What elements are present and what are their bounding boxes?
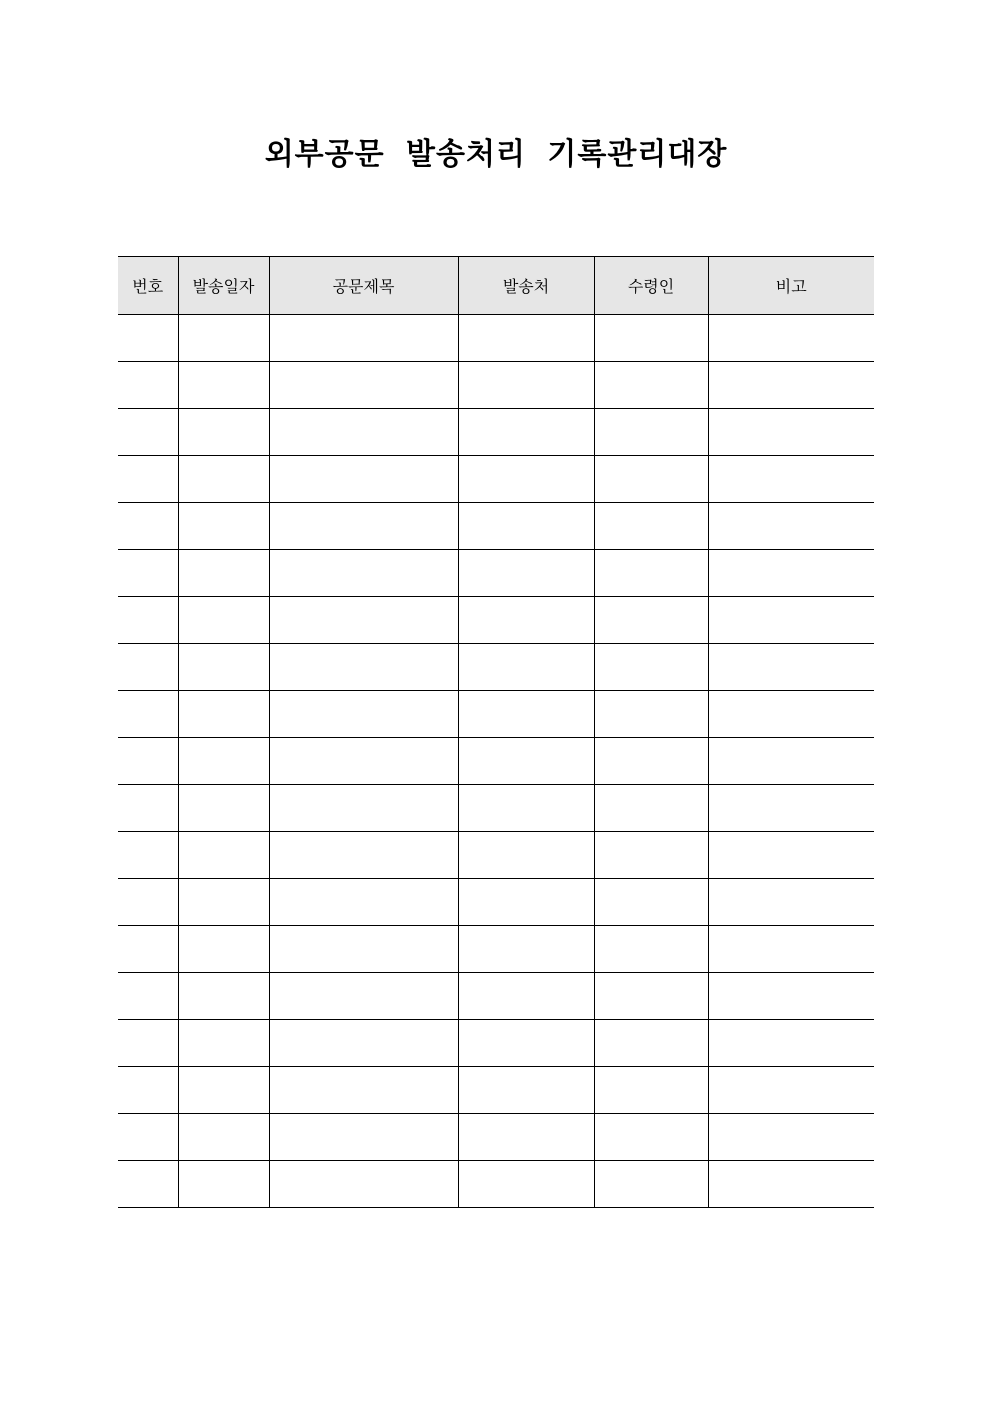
cell-document-title[interactable] (269, 926, 458, 973)
cell-document-title[interactable] (269, 362, 458, 409)
cell-destination[interactable] (458, 550, 594, 597)
table-row (118, 832, 874, 879)
cell-number[interactable] (118, 1114, 178, 1161)
cell-recipient[interactable] (594, 926, 708, 973)
cell-number[interactable] (118, 1161, 178, 1208)
table-row (118, 785, 874, 832)
table-row (118, 879, 874, 926)
cell-remarks[interactable] (708, 738, 874, 785)
cell-send-date[interactable] (178, 409, 269, 456)
cell-send-date[interactable] (178, 597, 269, 644)
cell-destination[interactable] (458, 738, 594, 785)
cell-destination[interactable] (458, 785, 594, 832)
header-number: 번호 (118, 257, 178, 315)
table-row (118, 1114, 874, 1161)
cell-recipient[interactable] (594, 1161, 708, 1208)
cell-recipient[interactable] (594, 785, 708, 832)
table-row (118, 597, 874, 644)
cell-document-title[interactable] (269, 315, 458, 362)
cell-document-title[interactable] (269, 550, 458, 597)
header-send-date: 발송일자 (178, 257, 269, 315)
cell-send-date[interactable] (178, 926, 269, 973)
table-row (118, 362, 874, 409)
table-row (118, 1161, 874, 1208)
cell-destination[interactable] (458, 1020, 594, 1067)
cell-number[interactable] (118, 409, 178, 456)
cell-recipient[interactable] (594, 362, 708, 409)
cell-remarks[interactable] (708, 362, 874, 409)
document-title: 외부공문 발송처리 기록관리대장 (264, 137, 728, 172)
cell-recipient[interactable] (594, 738, 708, 785)
cell-number[interactable] (118, 597, 178, 644)
cell-remarks[interactable] (708, 691, 874, 738)
cell-document-title[interactable] (269, 832, 458, 879)
cell-recipient[interactable] (594, 409, 708, 456)
cell-number[interactable] (118, 926, 178, 973)
cell-recipient[interactable] (594, 1067, 708, 1114)
cell-number[interactable] (118, 1067, 178, 1114)
cell-remarks[interactable] (708, 1067, 874, 1114)
cell-number[interactable] (118, 785, 178, 832)
cell-send-date[interactable] (178, 691, 269, 738)
cell-recipient[interactable] (594, 597, 708, 644)
cell-send-date[interactable] (178, 738, 269, 785)
table-row (118, 409, 874, 456)
cell-send-date[interactable] (178, 1161, 269, 1208)
header-row (118, 257, 874, 315)
cell-number[interactable] (118, 550, 178, 597)
cell-send-date[interactable] (178, 785, 269, 832)
cell-number[interactable] (118, 832, 178, 879)
cell-recipient[interactable] (594, 832, 708, 879)
cell-destination[interactable] (458, 879, 594, 926)
cell-document-title[interactable] (269, 1067, 458, 1114)
cell-remarks[interactable] (708, 785, 874, 832)
cell-document-title[interactable] (269, 597, 458, 644)
header-document-title: 공문제목 (269, 257, 458, 315)
cell-number[interactable] (118, 691, 178, 738)
cell-send-date[interactable] (178, 1114, 269, 1161)
cell-remarks[interactable] (708, 879, 874, 926)
table-row (118, 738, 874, 785)
cell-remarks[interactable] (708, 644, 874, 691)
cell-send-date[interactable] (178, 644, 269, 691)
cell-recipient[interactable] (594, 503, 708, 550)
cell-send-date[interactable] (178, 1020, 269, 1067)
table-row (118, 550, 874, 597)
cell-recipient[interactable] (594, 1020, 708, 1067)
cell-remarks[interactable] (708, 597, 874, 644)
table-row (118, 1067, 874, 1114)
cell-destination[interactable] (458, 315, 594, 362)
cell-document-title[interactable] (269, 503, 458, 550)
cell-recipient[interactable] (594, 315, 708, 362)
cell-document-title[interactable] (269, 1161, 458, 1208)
table-row (118, 315, 874, 362)
dispatch-register-table (118, 256, 874, 1208)
table-row (118, 1020, 874, 1067)
cell-document-title[interactable] (269, 879, 458, 926)
cell-destination[interactable] (458, 1067, 594, 1114)
table-row (118, 644, 874, 691)
cell-remarks[interactable] (708, 1114, 874, 1161)
cell-recipient[interactable] (594, 973, 708, 1020)
cell-document-title[interactable] (269, 973, 458, 1020)
cell-send-date[interactable] (178, 973, 269, 1020)
cell-send-date[interactable] (178, 315, 269, 362)
table-row (118, 973, 874, 1020)
cell-destination[interactable] (458, 973, 594, 1020)
cell-document-title[interactable] (269, 785, 458, 832)
header-remarks: 비고 (708, 257, 874, 315)
cell-remarks[interactable] (708, 926, 874, 973)
cell-document-title[interactable] (269, 1114, 458, 1161)
cell-remarks[interactable] (708, 1161, 874, 1208)
cell-destination[interactable] (458, 409, 594, 456)
cell-number[interactable] (118, 315, 178, 362)
cell-number[interactable] (118, 456, 178, 503)
cell-number[interactable] (118, 1020, 178, 1067)
cell-recipient[interactable] (594, 879, 708, 926)
cell-remarks[interactable] (708, 456, 874, 503)
cell-number[interactable] (118, 738, 178, 785)
table-row (118, 926, 874, 973)
cell-destination[interactable] (458, 1161, 594, 1208)
cell-destination[interactable] (458, 503, 594, 550)
header-recipient: 수령인 (594, 257, 708, 315)
cell-destination[interactable] (458, 926, 594, 973)
cell-number[interactable] (118, 973, 178, 1020)
cell-destination[interactable] (458, 362, 594, 409)
cell-document-title[interactable] (269, 738, 458, 785)
cell-remarks[interactable] (708, 409, 874, 456)
cell-recipient[interactable] (594, 550, 708, 597)
table-body (118, 315, 874, 1208)
cell-destination[interactable] (458, 644, 594, 691)
cell-send-date[interactable] (178, 456, 269, 503)
cell-remarks[interactable] (708, 315, 874, 362)
cell-number[interactable] (118, 879, 178, 926)
cell-remarks[interactable] (708, 503, 874, 550)
cell-number[interactable] (118, 503, 178, 550)
cell-send-date[interactable] (178, 362, 269, 409)
table-row (118, 456, 874, 503)
cell-recipient[interactable] (594, 456, 708, 503)
cell-number[interactable] (118, 362, 178, 409)
cell-send-date[interactable] (178, 1067, 269, 1114)
table-row (118, 503, 874, 550)
cell-send-date[interactable] (178, 832, 269, 879)
cell-recipient[interactable] (594, 691, 708, 738)
cell-document-title[interactable] (269, 691, 458, 738)
cell-recipient[interactable] (594, 1114, 708, 1161)
cell-recipient[interactable] (594, 644, 708, 691)
header-destination: 발송처 (458, 257, 594, 315)
cell-document-title[interactable] (269, 409, 458, 456)
cell-remarks[interactable] (708, 550, 874, 597)
cell-remarks[interactable] (708, 832, 874, 879)
cell-document-title[interactable] (269, 644, 458, 691)
cell-destination[interactable] (458, 832, 594, 879)
cell-send-date[interactable] (178, 550, 269, 597)
cell-number[interactable] (118, 644, 178, 691)
cell-destination[interactable] (458, 456, 594, 503)
cell-document-title[interactable] (269, 456, 458, 503)
cell-destination[interactable] (458, 691, 594, 738)
cell-remarks[interactable] (708, 1020, 874, 1067)
cell-destination[interactable] (458, 1114, 594, 1161)
table-row (118, 691, 874, 738)
cell-document-title[interactable] (269, 1020, 458, 1067)
cell-send-date[interactable] (178, 879, 269, 926)
cell-send-date[interactable] (178, 503, 269, 550)
cell-remarks[interactable] (708, 973, 874, 1020)
cell-destination[interactable] (458, 597, 594, 644)
